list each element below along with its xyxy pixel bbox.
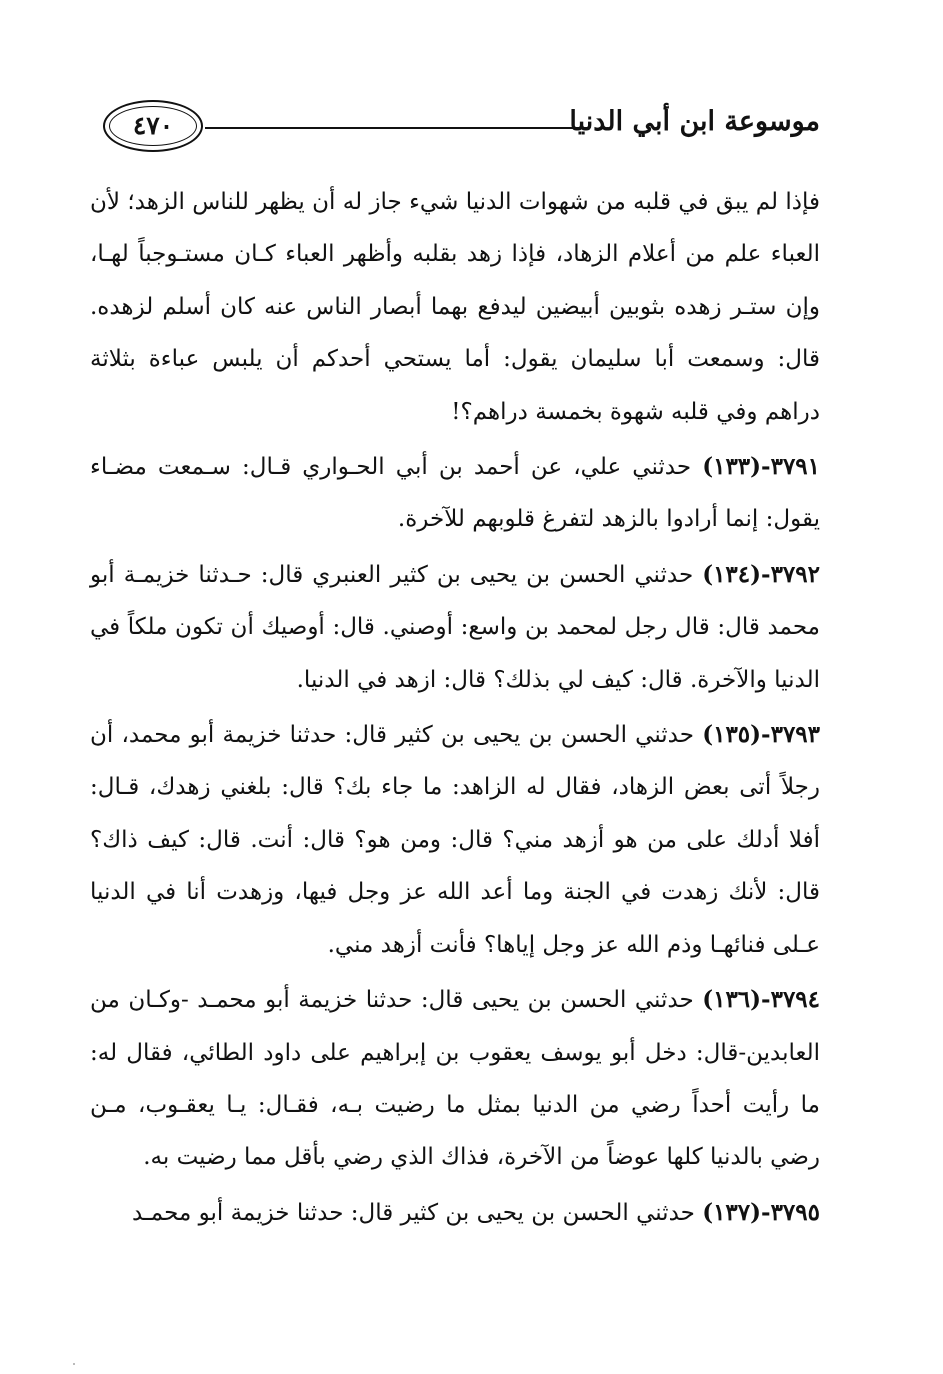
paragraph — [90, 441, 820, 546]
book-title: موسوعة ابن أبي الدنيا — [569, 106, 820, 137]
hadith-number: ٣٧٩٤-(١٣٦) — [702, 986, 821, 1014]
paragraph-text: حدثني الحسن بن يحيى بن كثير العنبري قال: حـدثنا خزيمـة أبو محمد قال: قال رجل لمحمد بن واسع: أوصني. قال: أوصيك أن تكون ملكاً في الدنيا والآخرة. قال: كيف لي بذلك؟ قال: ازهد في الدنيا. — [90, 561, 820, 693]
page-number: ٤٧٠ — [132, 111, 174, 140]
paragraph — [90, 974, 820, 1184]
paragraph-text: حدثني الحسن بن يحيى قال: حدثنا خزيمة أبو محمـد -وكـان من العابدين-قال: دخل أبو يوسف يعقوب بن إبراهيم على داود الطائي، فقال له: ما رأيت أحداً رضي من الدنيا بمثل ما رضيت بـه، فقـال: يـا يعقـوب، مـن رضي بالدنيا كلها عوضاً من الآخرة، فذاك الذي رضي بأقل مما رضيت به. — [90, 987, 820, 1171]
page-number-ornament — [103, 100, 203, 152]
paragraph — [90, 549, 820, 706]
paragraph — [90, 1187, 820, 1239]
running-header — [85, 98, 820, 162]
header-rule — [205, 127, 588, 129]
hadith-number: ٣٧٩٢-(١٣٤) — [702, 560, 820, 588]
paragraph-text: حدثني الحسن بن يحيى بن كثير قال: حدثنا خزيمة أبو محمـد — [132, 1199, 695, 1226]
hadith-number: ٣٧٩٥-(١٣٧) — [702, 1198, 820, 1226]
paragraph-text: فإذا لم يبق في قلبه من شهوات الدنيا شيء جاز له أن يظهر للناس الزهد؛ لأن العباء علم من أعلام الزهاد، فإذا زهد بقلبه وأظهر العباء كـان مستـوجباً لهـا، وإن ستـر زهده بثوبين أبيضين ليدفع بهما أبصار الناس عنه كان أسلم لزهده. قال: وسمعت أبا سليمان يقول: أما يستحي أحدكم أن يلبس عباءة بثلاثة دراهم وفي قلبه شهوة بخمسة دراهم؟! — [90, 189, 820, 425]
scan-speck — [73, 1363, 75, 1365]
paragraph — [90, 709, 820, 971]
hadith-number: ٣٧٩٣-(١٣٥) — [702, 721, 821, 749]
paragraph — [90, 176, 820, 438]
paragraph-text: حدثني الحسن بن يحيى بن كثير قال: حدثنا خزيمة أبو محمد، أن رجلاً أتى بعض الزهاد، فقال له الزاهد: ما جاء بك؟ قال: بلغني زهدك، قـال: أفلا أدلك على من هو أزهد مني؟ قال: ومن هو؟ قال: أنت. قال: كيف ذاك؟ قال: لأنك زهدت في الجنة وما أعد الله عز وجل فيها، وزهدت أنا في الدنيا عـلى فنائهـا وذم الله عز وجل إياها؟ فأنت أزهد مني. — [90, 722, 820, 958]
page-body — [90, 176, 820, 1242]
paragraph-text: حدثني علي، عن أحمد بن أبي الحـواري قـال: سـمعت مضـاء يقول: إنما أرادوا بالزهد لتفرغ قلوبهم للآخرة. — [90, 454, 820, 533]
hadith-number: ٣٧٩١-(١٣٣) — [702, 453, 821, 481]
